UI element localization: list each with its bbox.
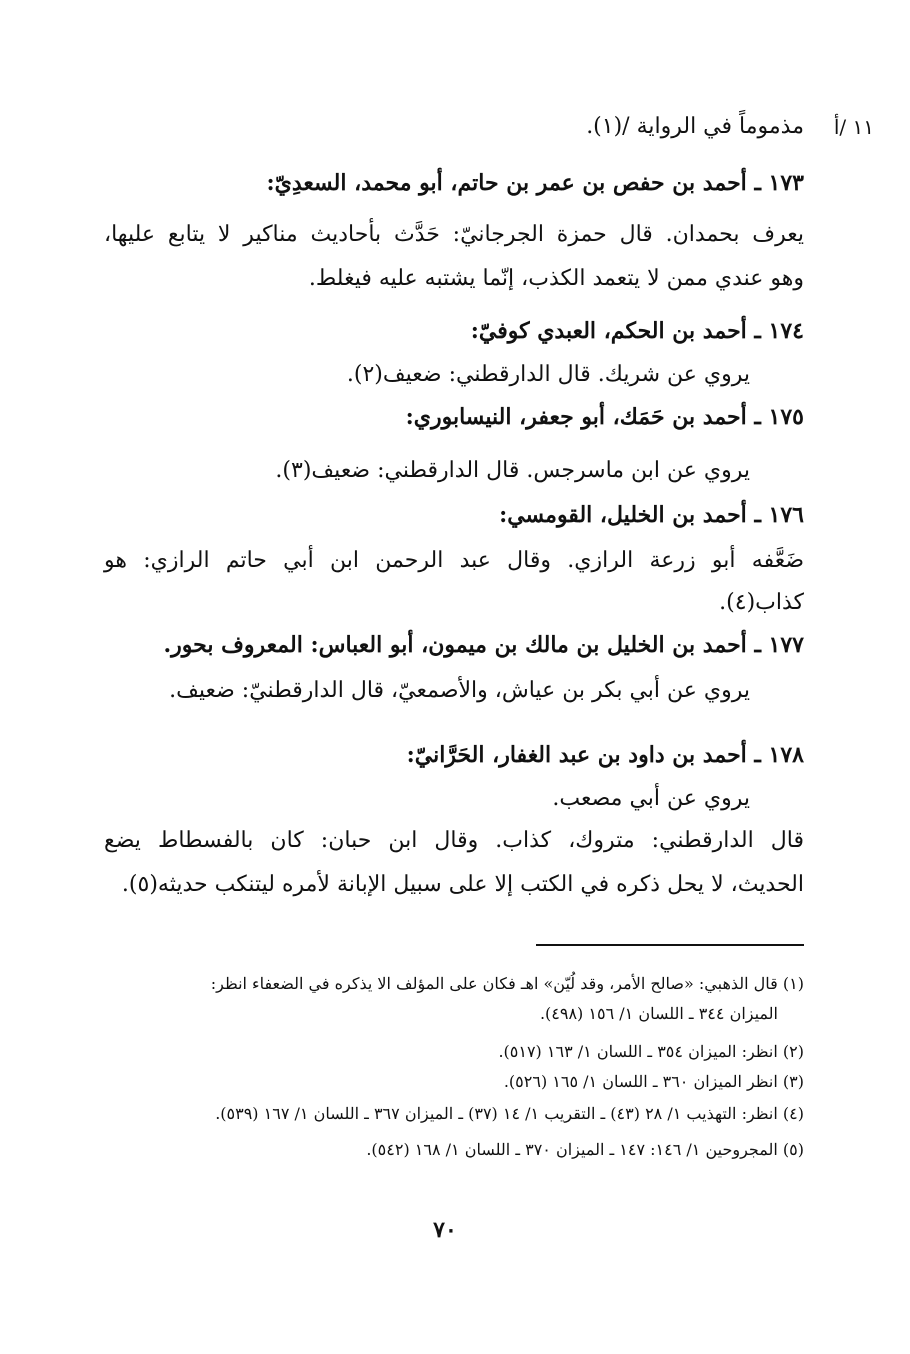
text-line: يعرف بحمدان. قال حمزة الجرجانيّ: حَدَّث بأحاديث مناكير لا يتابع عليها، [104, 222, 804, 247]
page-number: ٧٠ [433, 1217, 457, 1243]
entry-heading-176: ١٧٦ ـ أحمد بن الخليل، القومسي: [499, 502, 804, 528]
text-line: مذموماً في الرواية /(١). [586, 114, 804, 139]
text-line: يروي عن أبي مصعب. [552, 786, 750, 811]
footnote-separator [536, 944, 804, 946]
text-line: يروي عن أبي بكر بن عياش، والأصمعيّ، قال الدارقطنيّ: ضعيف. [169, 678, 750, 703]
footnote: (٥) المجروحين ١/ ١٤٦: ١٤٧ ـ الميزان ٣٧٠ ـ اللسان ١/ ١٦٨ (٥٤٢). [366, 1140, 804, 1159]
text-line: قال الدارقطني: متروك، كذاب. وقال ابن حبان: كان بالفسطاط يضع [104, 828, 804, 853]
footnote: (٤) انظر: التهذيب ١/ ٢٨ (٤٣) ـ التقريب ١/ ١٤ (٣٧) ـ الميزان ٣٦٧ ـ اللسان ١/ ١٦٧ (٥٣٩). [215, 1104, 804, 1123]
text-line: وهو عندي ممن لا يتعمد الكذب، إنّما يشتبه عليه فيغلط. [308, 266, 804, 291]
entry-heading-174: ١٧٤ ـ أحمد بن الحكم، العبدي كوفيّ: [470, 318, 804, 344]
text-line: يروي عن شريك. قال الدارقطني: ضعيف(٢). [346, 362, 750, 387]
entry-heading-173: ١٧٣ ـ أحمد بن حفص بن عمر بن حاتم، أبو محمد، السعدِيّ: [266, 170, 804, 196]
footnote: (٣) انظر الميزان ٣٦٠ ـ اللسان ١/ ١٦٥ (٥٢٦). [503, 1072, 804, 1091]
entry-heading-175: ١٧٥ ـ أحمد بن حَمَك، أبو جعفر، النيسابوري: [405, 404, 804, 430]
entry-heading-178: ١٧٨ ـ أحمد بن داود بن عبد الغفار، الحَرَّانيّ: [406, 742, 804, 768]
text-line: كذاب(٤). [719, 590, 804, 615]
text-line: الحديث، لا يحل ذكره في الكتب إلا على سبيل الإبانة لأمره ليتنكب حديثه(٥). [121, 872, 804, 897]
footnote: (٢) انظر: الميزان ٣٥٤ ـ اللسان ١/ ١٦٣ (٥١٧). [498, 1042, 804, 1061]
text-line: يروي عن ابن ماسرجس. قال الدارقطني: ضعيف(٣). [275, 458, 750, 483]
footnote: الميزان ٣٤٤ ـ اللسان ١/ ١٥٦ (٤٩٨). [539, 1004, 778, 1023]
folio-margin-note: ١١ /أ [833, 115, 874, 139]
entry-heading-177: ١٧٧ ـ أحمد بن الخليل بن مالك بن ميمون، أبو العباس: المعروف بحور. [163, 632, 804, 658]
text-line: ضَعَّفه أبو زرعة الرازي. وقال عبد الرحمن ابن أبي حاتم الرازي: هو [104, 548, 804, 573]
footnote: (١) قال الذهبي: «صالح الأمر، وقد لُيّن» اهـ فكان على المؤلف الا يذكره في الضعفاء انظر: [210, 974, 804, 993]
